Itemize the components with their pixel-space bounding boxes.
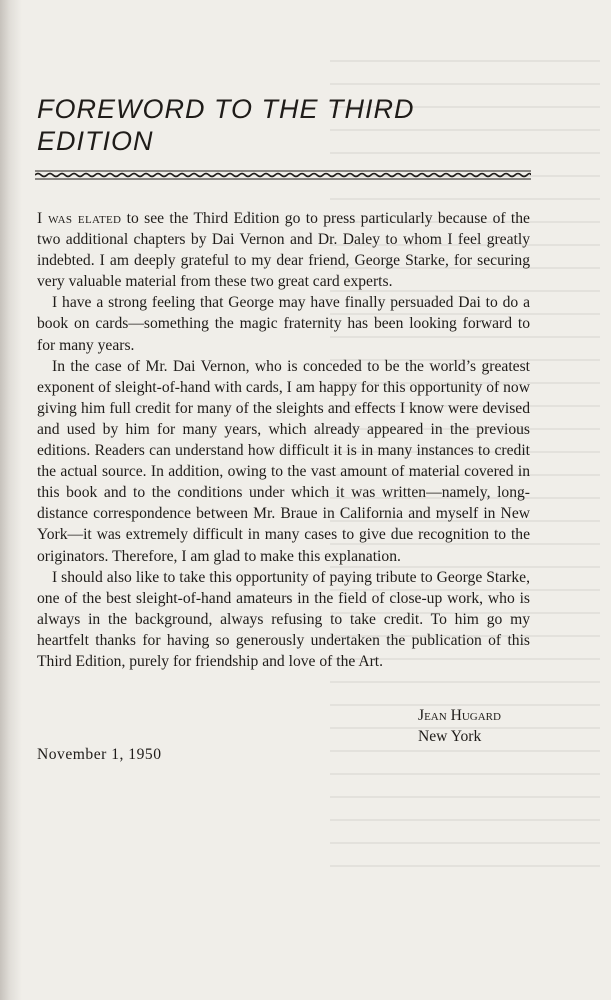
paragraph-1 [37,208,530,292]
foreword-body [37,208,530,672]
page-title: FOREWORD TO THE THIRD EDITION [37,94,415,156]
paragraph-1-text: to see the Third Edition go to press particularly because of the two additional chapters by Dai Vernon and Dr. Daley to whom I feel greatly indebted. I am deeply grateful to my dear friend, George Starke, for securing very valuable material from these two great card experts. [37,210,530,291]
foreword-date: November 1, 1950 [37,746,162,763]
ornamental-rule [35,168,531,182]
author-location: New York [418,728,482,745]
paragraph-3: In the case of Mr. Dai Vernon, who is conceded to be the world’s greatest exponent of sleight-of-hand with cards, I am happy for this opportunity of now giving him full credit for many of the sleights and effects I know were devised and used by him for many years, which already appeared in the previous editions. Readers can understand how difficult it is in many instances to credit the actual source. In addition, owing to the vast amount of material covered in this book and to the conditions under which it was written—namely, long-distance correspondence between Mr. Braue in California and myself in New York—it was extremely difficult in many cases to give due recognition to the originators. Therefore, I am glad to make this explanation. [37,357,530,565]
author-name: Jean Hugard [418,707,501,724]
paragraph-2: I have a strong feeling that George may have finally persuaded Dai to do a book on cards—something the magic fraternity has been looking forward to for many years. [37,294,530,354]
lead-in: I was elated [37,210,122,227]
signature-block [418,705,501,747]
paragraph-4: I should also like to take this opportunity of paying tribute to George Starke, one of the best sleight-of-hand amateurs in the field of close-up work, who is always in the background, always refusing to take credit. To him go my heartfelt thanks for having so generously undertaken the publication of this Third Edition, purely for friendship and love of the Art. [37,568,530,670]
